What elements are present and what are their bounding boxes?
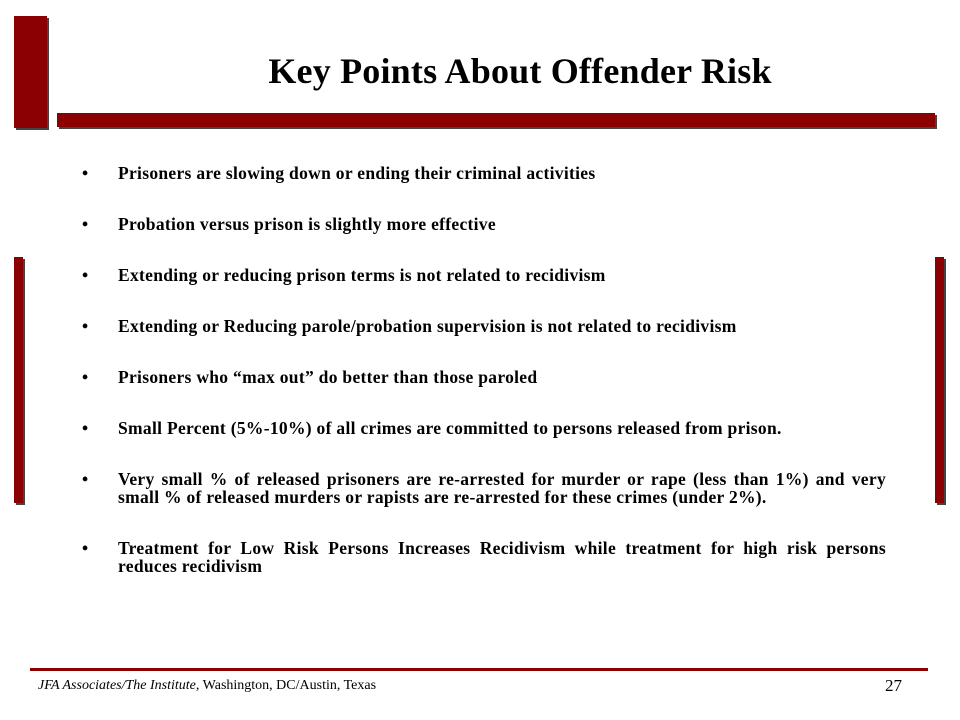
bullet-text: Very small % of released prisoners are re-arrested for murder or rape (less than 1%) and very small % of released murders or rapists are re-arrested for these crimes (under 2%). bbox=[118, 469, 886, 507]
bullet-item bbox=[80, 215, 886, 233]
bullet-item bbox=[80, 164, 886, 182]
bullet-icon: • bbox=[82, 367, 89, 387]
page-number: 27 bbox=[885, 676, 902, 695]
bullet-item bbox=[80, 470, 886, 506]
bullet-list bbox=[80, 164, 886, 575]
bullet-icon: • bbox=[82, 163, 89, 183]
bullet-icon: • bbox=[82, 538, 89, 558]
bullet-item bbox=[80, 317, 886, 335]
footer-rule bbox=[30, 668, 928, 671]
bullet-text: Extending or Reducing parole/probation supervision is not related to recidivism bbox=[118, 316, 737, 336]
bullet-item bbox=[80, 266, 886, 284]
bullet-text: Small Percent (5%-10%) of all crimes are committed to persons released from prison. bbox=[118, 418, 782, 438]
bullet-text: Prisoners who “max out” do better than those paroled bbox=[118, 367, 538, 387]
decorative-right-bar bbox=[935, 257, 944, 503]
bullet-icon: • bbox=[82, 265, 89, 285]
title-underline-bar bbox=[57, 113, 935, 127]
bullet-text: Prisoners are slowing down or ending their criminal activities bbox=[118, 163, 596, 183]
bullet-text: Probation versus prison is slightly more effective bbox=[118, 214, 496, 234]
bullet-item bbox=[80, 368, 886, 386]
decorative-top-left-bar bbox=[14, 16, 47, 128]
bullet-icon: • bbox=[82, 316, 89, 336]
bullet-item bbox=[80, 539, 886, 575]
bullet-item bbox=[80, 419, 886, 437]
footer-organization: JFA Associates/The Institute, bbox=[38, 678, 200, 693]
footer-location: Washington, DC/Austin, Texas bbox=[199, 678, 377, 693]
bullet-text: Treatment for Low Risk Persons Increases Recidivism while treatment for high risk persons reduces recidivism bbox=[118, 538, 886, 576]
decorative-left-bar bbox=[14, 257, 23, 503]
footer-credit bbox=[38, 678, 376, 694]
slide-title: Key Points About Offender Risk bbox=[268, 51, 772, 91]
bullet-text: Extending or reducing prison terms is not related to recidivism bbox=[118, 265, 606, 285]
bullet-icon: • bbox=[82, 469, 89, 489]
bullet-icon: • bbox=[82, 214, 89, 234]
bullet-icon: • bbox=[82, 418, 89, 438]
